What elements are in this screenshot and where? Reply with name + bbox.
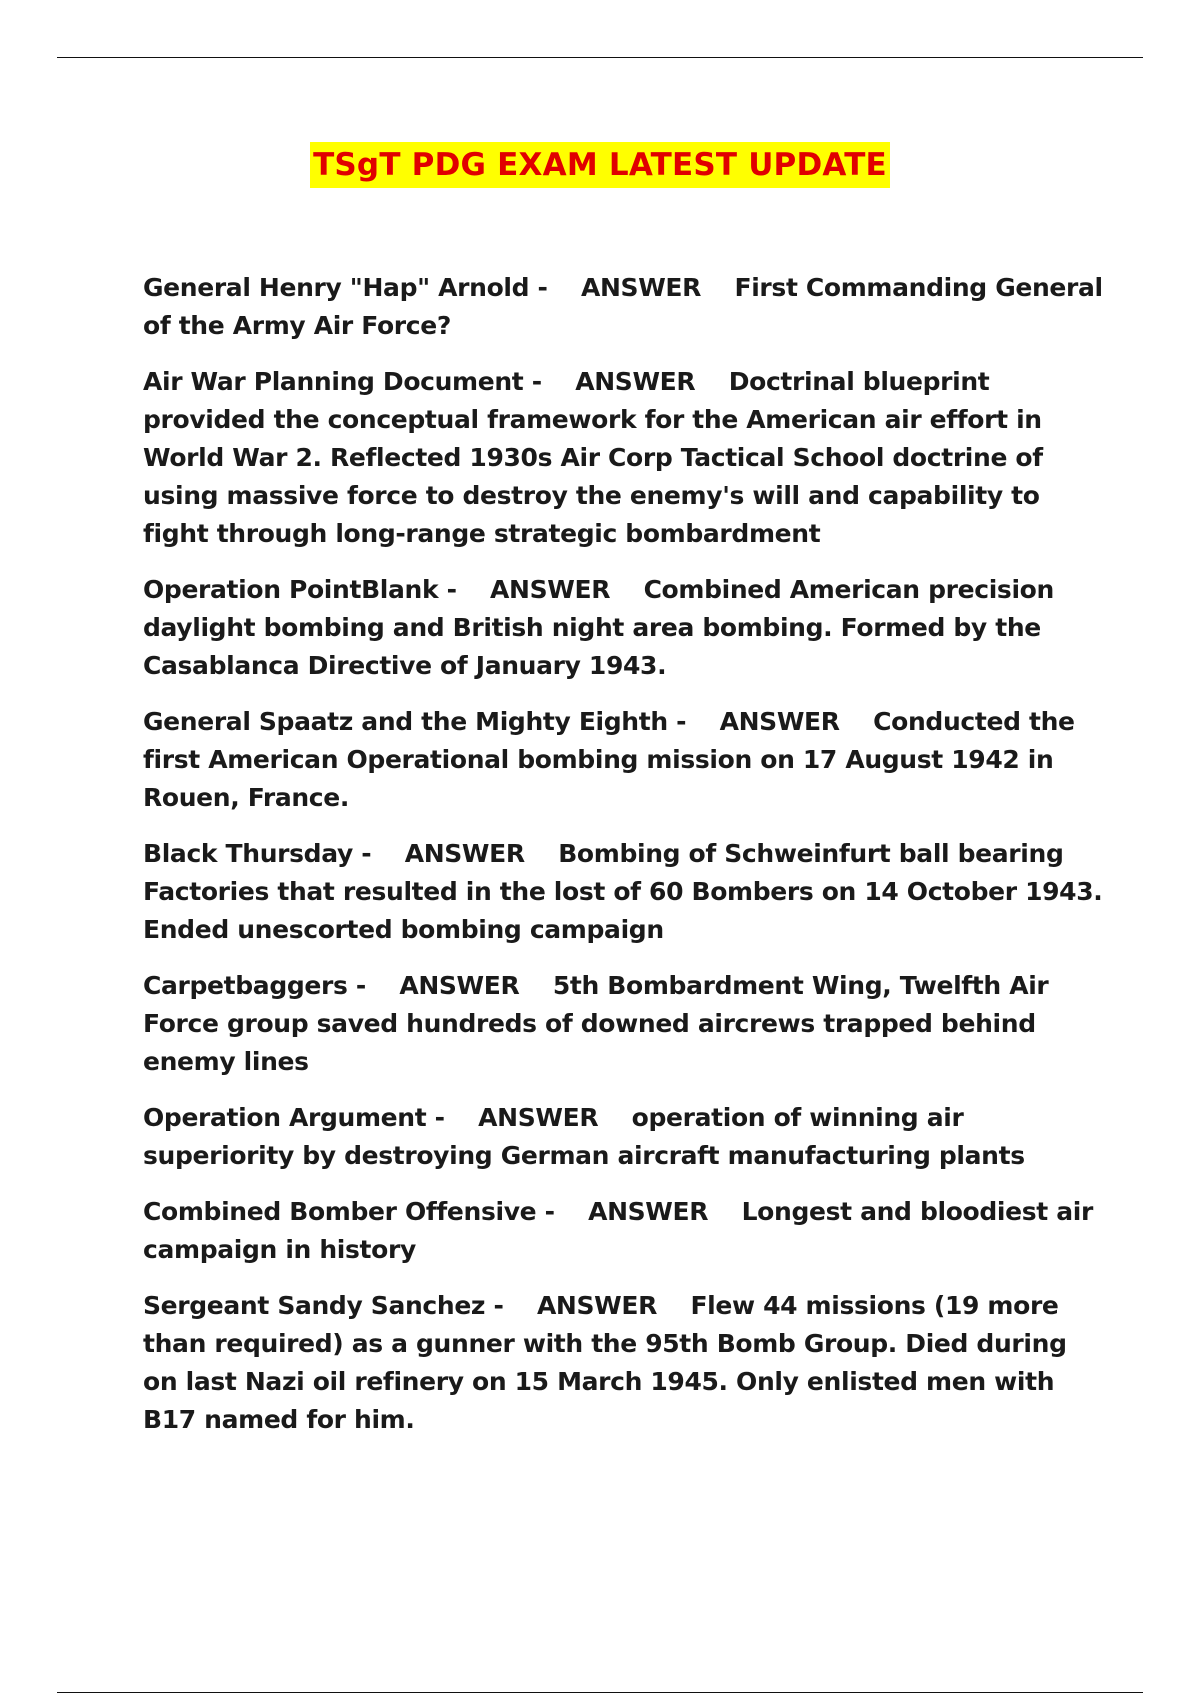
qa-definition: Conducted the first American Operational bombing mission on 17 August 1942 in Rouen, France. <box>143 707 1075 812</box>
qa-item <box>143 835 1103 949</box>
qa-item <box>143 571 1103 685</box>
qa-item <box>143 1193 1103 1269</box>
qa-definition: operation of winning air superiority by destroying German aircraft manufacturing plants <box>143 1103 1025 1170</box>
top-rule <box>57 57 1143 58</box>
title-container <box>0 142 1200 188</box>
qa-list <box>143 269 1103 1457</box>
qa-definition: First Commanding General of the Army Air Force? <box>143 273 1103 340</box>
qa-term: Operation Argument - <box>143 1103 445 1132</box>
qa-item <box>143 269 1103 345</box>
answer-label: ANSWER <box>536 1291 658 1320</box>
qa-term: General Henry "Hap" Arnold - <box>143 273 548 302</box>
bottom-rule <box>57 1692 1143 1693</box>
qa-definition: Combined American precision daylight bombing and British night area bombing. Formed by the Casablanca Directive of January 1943. <box>143 575 1054 680</box>
qa-term: Combined Bomber Offensive - <box>143 1197 555 1226</box>
qa-definition: 5th Bombardment Wing, Twelfth Air Force group saved hundreds of downed aircrews trapped behind enemy lines <box>143 971 1049 1076</box>
qa-item <box>143 1099 1103 1175</box>
answer-label: ANSWER <box>588 1197 709 1226</box>
qa-item <box>143 703 1103 817</box>
answer-label: ANSWER <box>580 273 702 302</box>
qa-definition: Doctrinal blueprint provided the conceptual framework for the American air effort in World War 2. Reflected 1930s Air Corp Tactical School doctrine of using massive force to destroy the enemy's will and capability to fight through long-range strategic bombardment <box>143 367 1043 548</box>
qa-term: Operation PointBlank - <box>143 575 457 604</box>
qa-definition: Bombing of Schweinfurt ball bearing Factories that resulted in the lost of 60 Bombers on 14 October 1943. Ended unescorted bombing campaign <box>143 839 1103 944</box>
qa-definition: Flew 44 missions (19 more than required) as a gunner with the 95th Bomb Group. Died during on last Nazi oil refinery on 15 March 1945. Only enlisted men with B17 named for him. <box>143 1291 1067 1434</box>
qa-term: Sergeant Sandy Sanchez - <box>143 1291 504 1320</box>
qa-term: Carpetbaggers - <box>143 971 366 1000</box>
qa-term: General Spaatz and the Mighty Eighth - <box>143 707 687 736</box>
answer-label: ANSWER <box>478 1103 599 1132</box>
answer-label: ANSWER <box>399 971 520 1000</box>
answer-label: ANSWER <box>404 839 525 868</box>
qa-item <box>143 1287 1103 1439</box>
answer-label: ANSWER <box>575 367 696 396</box>
qa-term: Air War Planning Document - <box>143 367 542 396</box>
qa-item <box>143 967 1103 1081</box>
answer-label: ANSWER <box>490 575 611 604</box>
answer-label: ANSWER <box>719 707 840 736</box>
qa-item <box>143 363 1103 553</box>
qa-term: Black Thursday - <box>143 839 372 868</box>
document-title: TSgT PDG EXAM LATEST UPDATE <box>310 142 890 188</box>
qa-definition: Longest and bloodiest air campaign in history <box>143 1197 1093 1264</box>
